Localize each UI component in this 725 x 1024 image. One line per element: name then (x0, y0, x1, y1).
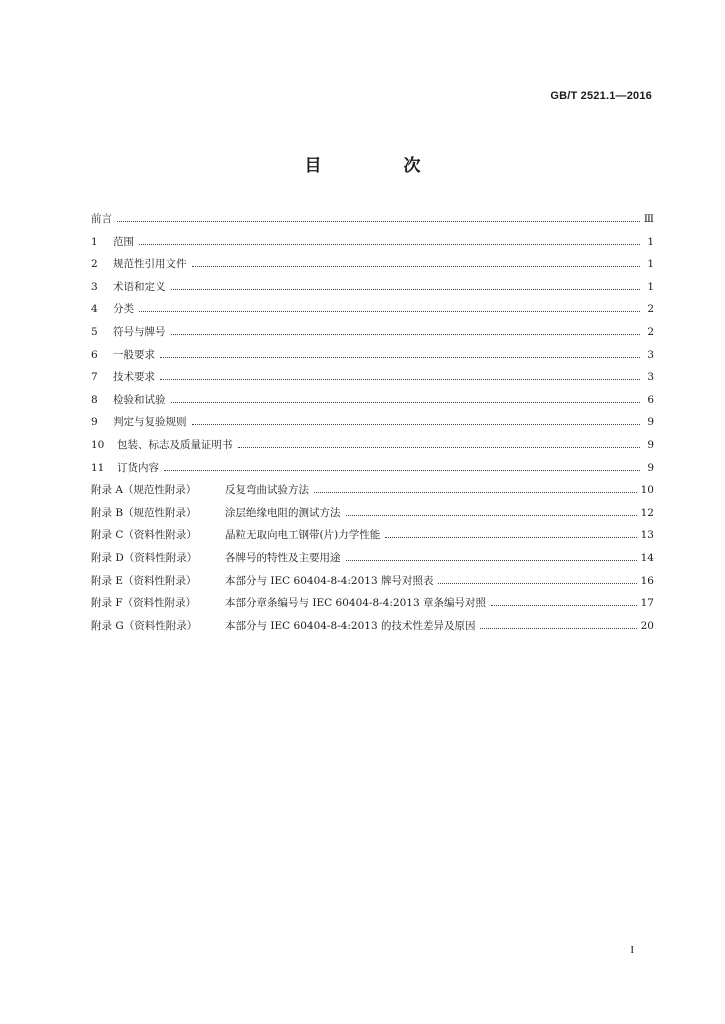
toc-entry[interactable] (91, 208, 654, 231)
toc-entry[interactable] (91, 411, 654, 434)
toc-dot-leader (139, 310, 640, 312)
toc-entry-page: 6 (647, 393, 654, 406)
toc-entry-title: 晶粒无取向电工钢带(片)力学性能 (225, 529, 381, 542)
toc-entry-annex-label: 附录 B（规范性附录） (91, 506, 197, 519)
toc-entry-annex-label: 附录 C（资料性附录） (91, 529, 197, 542)
toc-entry-title: 符号与牌号 (113, 325, 166, 338)
toc-entry-title: 术语和定义 (113, 280, 166, 293)
toc-entry[interactable] (91, 457, 654, 480)
toc-entry-title: 各牌号的特性及主要用途 (225, 551, 341, 564)
toc-entry-page: 17 (640, 597, 654, 610)
toc-entry-title: 判定与复验规则 (113, 416, 187, 429)
toc-entry-title: 订货内容 (117, 461, 159, 474)
toc-dot-leader (438, 582, 636, 584)
toc-entry[interactable] (91, 592, 654, 615)
toc-entry-page: 3 (647, 348, 654, 361)
toc-entry-number: 4 (91, 303, 98, 316)
toc-entry[interactable] (91, 298, 654, 321)
toc-dot-leader (171, 333, 641, 335)
page-title: 目 次 (304, 156, 459, 176)
toc-dot-leader (171, 401, 641, 403)
toc-entry-title: 本部分与 IEC 60404-8-4:2013 牌号对照表 (225, 574, 434, 587)
toc-entry-title: 本部分章条编号与 IEC 60404-8-4:2013 章条编号对照 (225, 597, 486, 610)
toc-entry-title: 检验和试验 (113, 393, 166, 406)
toc-entry-title: 一般要求 (113, 348, 155, 361)
toc-entry-number: 6 (91, 348, 98, 361)
toc-entry-annex-label: 附录 F（资料性附录） (91, 597, 197, 610)
toc-entry-title: 规范性引用文件 (113, 258, 187, 271)
toc-dot-leader (117, 220, 640, 222)
toc-entry[interactable] (91, 253, 654, 276)
toc-dot-leader (160, 378, 640, 380)
table-of-contents (91, 208, 654, 637)
toc-entry-title: 涂层绝缘电阻的测试方法 (225, 506, 341, 519)
toc-entry-page: 16 (640, 574, 654, 587)
toc-entry-number: 3 (91, 280, 98, 293)
toc-entry[interactable] (91, 231, 654, 254)
toc-entry-page: 9 (647, 438, 654, 451)
toc-entry[interactable] (91, 276, 654, 299)
toc-entry-page: 1 (647, 258, 654, 271)
toc-dot-leader (171, 288, 641, 290)
toc-dot-leader (491, 604, 637, 606)
toc-dot-leader (238, 446, 641, 448)
toc-dot-leader (139, 243, 640, 245)
toc-entry-page: 1 (647, 235, 654, 248)
toc-entry[interactable] (91, 615, 654, 638)
toc-entry[interactable] (91, 389, 654, 412)
toc-entry-page: 2 (647, 325, 654, 338)
toc-entry-page: 9 (647, 461, 654, 474)
toc-entry-page: Ⅲ (643, 213, 654, 225)
toc-entry-annex-label: 附录 E（资料性附录） (91, 574, 197, 587)
toc-dot-leader (480, 627, 636, 629)
toc-dot-leader (192, 265, 641, 267)
toc-dot-leader (164, 469, 640, 471)
toc-entry-page: 2 (647, 303, 654, 316)
toc-entry-annex-label: 附录 D（资料性附录） (91, 551, 198, 564)
toc-entry-title: 分类 (113, 303, 134, 316)
toc-entry[interactable] (91, 570, 654, 593)
toc-entry[interactable] (91, 547, 654, 570)
toc-entry-page: 9 (647, 416, 654, 429)
toc-entry-page: 14 (640, 551, 654, 564)
toc-entry-number: 10 (91, 438, 105, 451)
toc-entry-title: 前言 (91, 213, 112, 225)
toc-entry-title: 技术要求 (113, 371, 155, 384)
toc-entry-title: 包装、标志及质量证明书 (117, 438, 233, 451)
toc-entry-page: 12 (640, 506, 654, 519)
toc-entry[interactable] (91, 524, 654, 547)
toc-entry-title: 本部分与 IEC 60404-8-4:2013 的技术性差异及原因 (225, 619, 476, 632)
toc-entry-number: 7 (91, 371, 98, 384)
toc-entry[interactable] (91, 344, 654, 367)
toc-entry-page: 1 (647, 280, 654, 293)
toc-entry-annex-label: 附录 G（资料性附录） (91, 619, 198, 632)
toc-entry-page: 20 (640, 619, 654, 632)
toc-entry-number: 11 (91, 461, 105, 474)
toc-entry-title: 反复弯曲试验方法 (225, 484, 309, 497)
toc-entry-number: 1 (91, 235, 98, 248)
toc-dot-leader (192, 423, 641, 425)
toc-entry-number: 8 (91, 393, 98, 406)
toc-dot-leader (160, 356, 640, 358)
toc-entry-title: 范围 (113, 235, 134, 248)
toc-entry-page: 3 (647, 371, 654, 384)
toc-dot-leader (314, 491, 637, 493)
toc-dot-leader (385, 536, 636, 538)
toc-entry[interactable] (91, 321, 654, 344)
toc-entry-annex-label: 附录 A（规范性附录） (91, 484, 197, 497)
toc-entry[interactable] (91, 479, 654, 502)
toc-entry[interactable] (91, 366, 654, 389)
toc-entry[interactable] (91, 434, 654, 457)
toc-entry-number: 9 (91, 416, 98, 429)
page-number: I (630, 944, 634, 956)
toc-dot-leader (346, 514, 637, 516)
toc-entry[interactable] (91, 502, 654, 525)
toc-entry-number: 2 (91, 258, 98, 271)
toc-entry-page: 10 (640, 484, 654, 497)
toc-dot-leader (346, 559, 637, 561)
document-code: GB/T 2521.1—2016 (550, 90, 652, 102)
toc-entry-page: 13 (640, 529, 654, 542)
toc-entry-number: 5 (91, 325, 98, 338)
